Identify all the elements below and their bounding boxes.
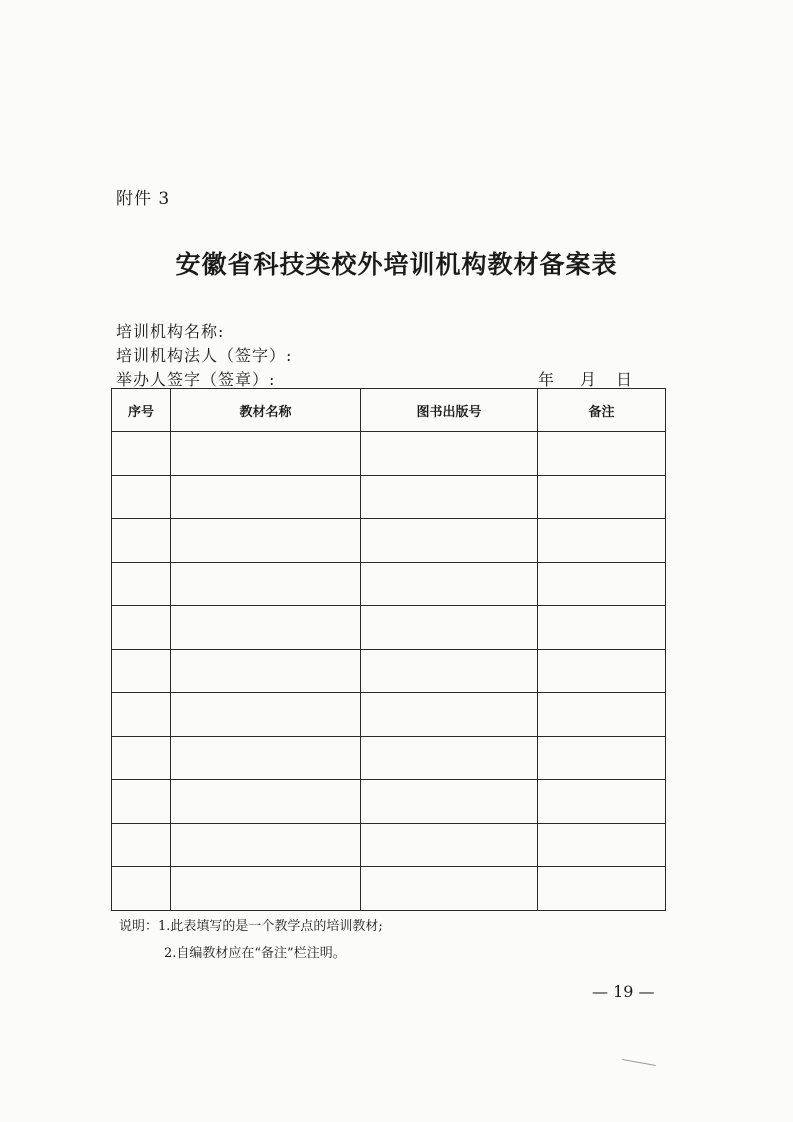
header-remarks: 备注 — [538, 389, 666, 432]
publication-number-cell — [361, 649, 538, 693]
date-month: 月 — [580, 370, 597, 389]
remarks-cell — [538, 823, 666, 867]
textbook-name-cell — [171, 780, 361, 824]
institution-name-field: 培训机构名称: — [116, 322, 225, 341]
serial-cell — [112, 867, 171, 911]
table-header-row — [112, 389, 666, 432]
organizer-signature-field: 举办人签字（签章）: — [116, 370, 276, 389]
serial-cell — [112, 475, 171, 519]
publication-number-cell — [361, 562, 538, 606]
textbook-name-cell — [171, 562, 361, 606]
table-row — [112, 693, 666, 737]
serial-cell — [112, 519, 171, 563]
remarks-cell — [538, 432, 666, 476]
serial-cell — [112, 606, 171, 650]
table-row — [112, 519, 666, 563]
table-row — [112, 432, 666, 476]
attachment-label: 附件 3 — [116, 189, 171, 209]
serial-cell — [112, 736, 171, 780]
header-serial-number: 序号 — [112, 389, 171, 432]
serial-cell — [112, 432, 171, 476]
header-textbook-name: 教材名称 — [171, 389, 361, 432]
textbook-name-cell — [171, 736, 361, 780]
serial-cell — [112, 780, 171, 824]
textbook-name-cell — [171, 823, 361, 867]
publication-number-cell — [361, 606, 538, 650]
date-day: 日 — [616, 370, 633, 389]
date-year: 年 — [538, 370, 555, 389]
table-row — [112, 823, 666, 867]
note-line-2: 2.自编教材应在“备注”栏注明。 — [164, 946, 346, 961]
textbook-name-cell — [171, 606, 361, 650]
serial-cell — [112, 649, 171, 693]
remarks-cell — [538, 649, 666, 693]
page-number: — 19 — — [592, 982, 655, 1001]
textbook-name-cell — [171, 867, 361, 911]
table-row — [112, 562, 666, 606]
remarks-cell — [538, 562, 666, 606]
publication-number-cell — [361, 693, 538, 737]
textbook-name-cell — [171, 649, 361, 693]
remarks-cell — [538, 736, 666, 780]
remarks-cell — [538, 867, 666, 911]
textbook-record-table — [111, 388, 666, 911]
table-row — [112, 867, 666, 911]
table-row — [112, 606, 666, 650]
remarks-cell — [538, 519, 666, 563]
publication-number-cell — [361, 823, 538, 867]
serial-cell — [112, 562, 171, 606]
textbook-name-cell — [171, 693, 361, 737]
textbook-name-cell — [171, 432, 361, 476]
document-title: 安徽省科技类校外培训机构教材备案表 — [175, 250, 618, 279]
table-row — [112, 649, 666, 693]
publication-number-cell — [361, 736, 538, 780]
remarks-cell — [538, 780, 666, 824]
note-line-1: 说明：1.此表填写的是一个教学点的培训教材; — [119, 919, 383, 934]
publication-number-cell — [361, 432, 538, 476]
date-line — [538, 367, 632, 390]
textbook-name-cell — [171, 475, 361, 519]
publication-number-cell — [361, 780, 538, 824]
publication-number-cell — [361, 519, 538, 563]
serial-cell — [112, 693, 171, 737]
remarks-cell — [538, 475, 666, 519]
publication-number-cell — [361, 867, 538, 911]
table-row — [112, 780, 666, 824]
scan-mark — [622, 1059, 656, 1066]
table-row — [112, 475, 666, 519]
remarks-cell — [538, 693, 666, 737]
serial-cell — [112, 823, 171, 867]
legal-person-field: 培训机构法人（签字）: — [116, 346, 293, 365]
remarks-cell — [538, 606, 666, 650]
textbook-name-cell — [171, 519, 361, 563]
publication-number-cell — [361, 475, 538, 519]
table-body — [112, 432, 666, 911]
table-row — [112, 736, 666, 780]
header-publication-number: 图书出版号 — [361, 389, 538, 432]
